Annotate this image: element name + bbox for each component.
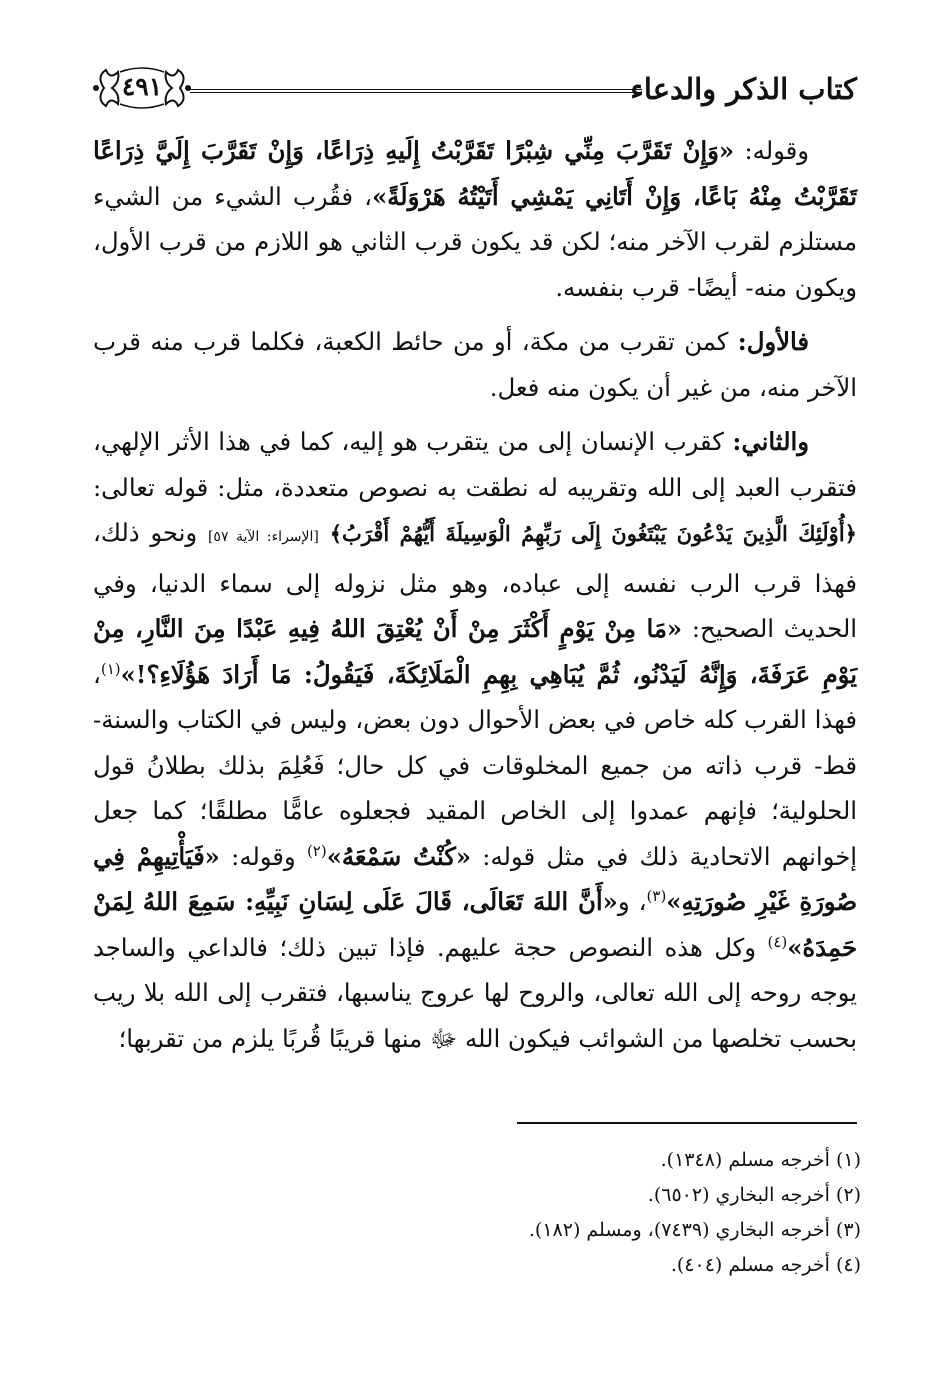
quran-verse: ﴿أُوْلَئِكَ الَّذِينَ يَدْعُونَ يَبْتَغُونَ إِلَى رَبِّهِمُ الْوَسِيلَةَ أَيُّهُمْ أَقْرَبُ﴾: [329, 521, 857, 546]
page-header: [90, 58, 857, 118]
footnote-2: (٢) أخرجه البخاري (٦٥٠٢).: [647, 1184, 861, 1206]
hadith-quote: «مَا مِنْ يَوْمٍ أَكْثَرَ مِنْ أَنْ يُعْتِقَ اللهُ فِيهِ عَبْدًا مِنَ النَّارِ، مِنْ يَوْمِ عَرَفَةَ، وَإِنَّهُ لَيَدْنُو، ثُمَّ يُبَاهِي بِهِمِ الْمَلَائِكَةَ، فَيَقُولُ: مَا أَرَادَ هَؤُلَاءِ؟!»: [93, 614, 857, 689]
paragraph-2: [93, 319, 857, 410]
paragraph-3: [93, 419, 857, 1061]
verse-reference: [الإسراء: الآية ٥٧]: [207, 529, 319, 545]
text-segment: كقرب الإنسان إلى من يتقرب هو إليه، كما في هذا الأثر الإلهي، فتقرب العبد إلى الله وتقريبه له نطقت به نصوص متعددة، مثل: قوله تعالى:: [93, 427, 857, 502]
hadith-quote: «وَإِنْ تَقَرَّبَ مِنِّي شِبْرًا تَقَرَّبْتُ إِلَيهِ ذِرَاعًا، وَإِنْ تَقَرَّبَ إِلَيَّ ذِرَاعًا تَقَرَّبْتُ مِنْهُ بَاعًا، وَإِنْ أَتَانِي يَمْشِي أَتَيْتُهُ هَرْوَلَةً»: [93, 136, 857, 211]
book-title: كتاب الذكر والدعاء: [630, 72, 857, 106]
paragraph-label: والثاني:: [732, 427, 809, 456]
hadith-quote: «كُنْتُ سَمْعَهُ»: [326, 841, 472, 871]
main-text: [93, 128, 857, 1061]
hadith-quote: «أَنَّ اللهَ تَعَالَى، قَالَ عَلَى لِسَانِ نَبِيِّهِ: سَمِعَ اللهُ لِمَنْ حَمِدَهُ»: [93, 887, 857, 962]
paragraph-1: [93, 128, 857, 310]
footnote-1: (١) أخرجه مسلم (١٣٤٨).: [660, 1149, 861, 1171]
paragraph-label: فالأول:: [737, 327, 809, 356]
footnote-marker: (٢): [306, 841, 327, 860]
footnote-marker: (١): [100, 659, 121, 678]
header-rule: [190, 89, 642, 93]
footnote-divider: [517, 1122, 857, 1124]
text-segment: ونحو ذلك، فهذا قرب الرب نفسه إلى عباده، وهو مثل نزوله إلى سماء الدنيا، وفي الحديث الصحيح:: [93, 518, 857, 643]
text-segment: كمن تقرب من مكة، أو من حائط الكعبة، فكلما قرب منه قرب الآخر منه، من غير أن يكون منه فعل.: [93, 327, 857, 402]
page-number: ٤٩١: [121, 72, 163, 101]
footnotes: [529, 1143, 861, 1283]
text-segment: وقوله:: [734, 136, 809, 165]
page-number-ornament: [90, 62, 194, 114]
text-segment: وقوله:: [219, 841, 307, 871]
footnote-marker: (٤): [767, 932, 788, 951]
text-segment: ، فقُرب الشيء من الشيء مستلزم لقرب الآخر منه؛ لكن قد يكون قرب الثاني هو اللازم من قرب الأول، ويكون منه- أيضًا- قرب بنفسه.: [93, 181, 857, 302]
text-segment: ، و: [617, 887, 647, 916]
text-segment: ، فهذا القرب كله خاص في بعض الأحوال دون بعض، وليس في الكتاب والسنة- قط- قرب ذاته من جميع المخلوقات في كل حال؛ فَعُلِمَ بذلك بطلانُ قول الحلولية؛ فإنهم عمدوا إلى الخاص المقيد فجعلوه عامًّا مطلقًا؛ كما جعل إخوانهم الاتحادية ذلك في مثل قوله:: [93, 659, 857, 871]
footnote-4: (٤) أخرجه مسلم (٤٠٤).: [670, 1254, 861, 1276]
hadith-quote: «فَيَأْتِيهِمْ فِي صُورَةِ غَيْرِ صُورَتِهِ»: [93, 841, 857, 916]
text-segment: وكل هذه النصوص حجة عليهم. فإذا تبين ذلك؛ فالداعي والساجد يوجه روحه إلى الله تعالى، والروح لها عروج يناسبها، فتقرب إلى الله بلا ريب بحسب تخلصها من الشوائب فيكون الله ﷻ منها قريبًا قُربًا يلزم من تقربها؛: [93, 932, 857, 1053]
footnote-3: (٣) أخرجه البخاري (٧٤٣٩)، ومسلم (١٨٢).: [528, 1219, 861, 1241]
footnote-marker: (٣): [646, 886, 667, 905]
